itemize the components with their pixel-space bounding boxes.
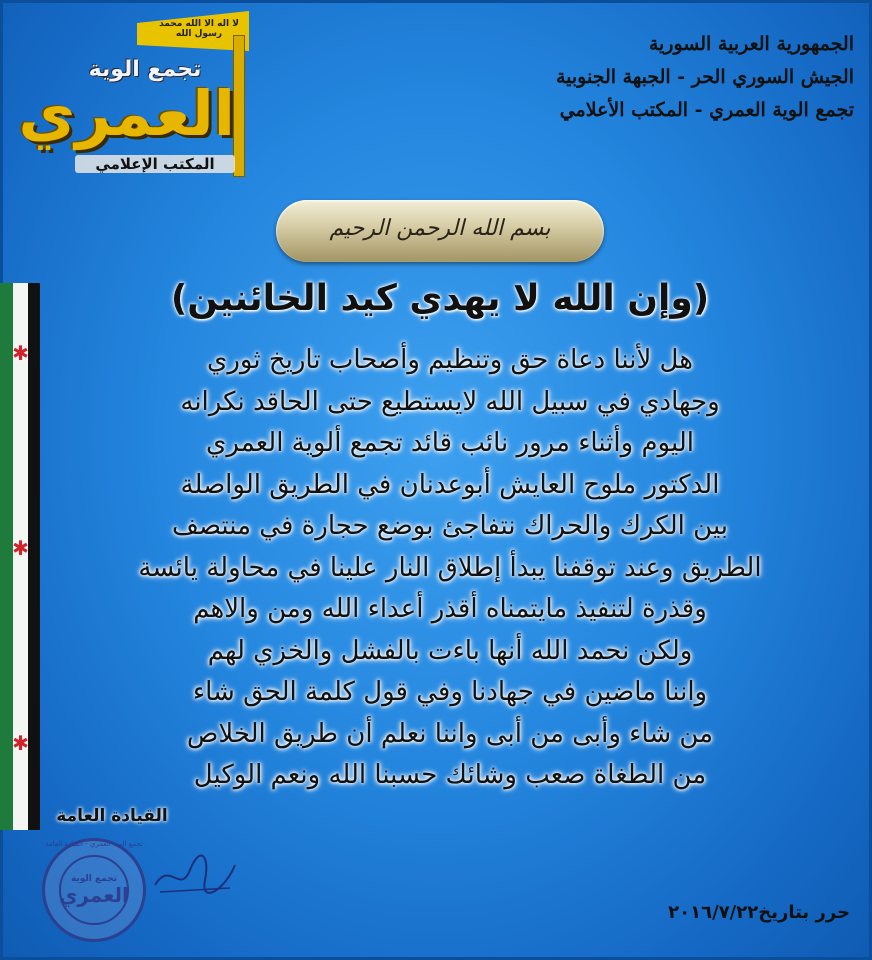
star-icon: ✱ — [12, 536, 29, 560]
basmala-text: بسم الله الرحمن الرحيم — [329, 216, 551, 241]
logo-banner-text: لا اله الا الله محمد رسول الله — [159, 19, 239, 39]
body-line: من الطغاة صعب وشائك حسبنا الله ونعم الوكيل — [193, 760, 707, 790]
signatory: القيادة العامة — [56, 806, 168, 826]
stamp-main-text: العمري — [59, 883, 129, 907]
handwritten-signature-icon — [150, 850, 240, 900]
body-line: من شاء وأبى من أبى واننا نعلم أن طريق الخلاص — [186, 718, 714, 749]
revolution-flag — [0, 283, 40, 830]
quran-verse: (وإن الله لا يهدي كيد الخائنين) — [170, 278, 710, 319]
statement-body — [70, 340, 830, 797]
logo-main-text: العمري — [18, 77, 235, 150]
issue-date: حرر بتاريخ٢٠١٦/٧/٢٢ — [668, 902, 850, 923]
body-line: اليوم وأثناء مرور نائب قائد تجمع ألوية العمري — [206, 428, 694, 458]
basmala-banner — [276, 200, 604, 262]
brigade-logo — [18, 5, 257, 185]
header-line-army: الجيش السوري الحر - الجبهة الجنوبية — [555, 66, 854, 88]
official-stamp — [42, 838, 146, 942]
body-line: هل لأننا دعاة حق وتنظيم وأصحاب تاريخ ثوري — [207, 345, 693, 375]
letterhead — [474, 28, 854, 127]
header-line-republic: الجمهورية العربية السورية — [648, 33, 854, 55]
stamp-subtitle: تجمع الوية — [70, 874, 118, 884]
body-line: الطريق وعند توقفنا يبدأ إطلاق النار علينا في محاولة يائسة — [138, 552, 762, 583]
body-line: الدكتور ملوح العايش أبوعدنان في الطريق الواصلة — [180, 469, 720, 500]
flag-green-stripe — [0, 283, 13, 830]
body-line: ولكن نحمد الله أنها باءت بالفشل والخزي لهم — [207, 635, 693, 666]
header-line-office: تجمع الوية العمري - المكتب الأعلامي — [559, 99, 854, 121]
logo-office-text: المكتب الإعلامي — [75, 155, 235, 173]
stamp-center — [59, 855, 129, 925]
body-line: وجهادي في سبيل الله لايستطيع حتى الحاقد نكرانه — [180, 386, 720, 417]
body-line: واننا ماضين في جهادنا وفي قول كلمة الحق شاء — [192, 677, 708, 707]
stamp-ring-text: تجمع الوية العمري - القيادة العامة — [45, 840, 143, 848]
flag-white-stripe — [13, 283, 28, 830]
body-line: وقذرة لتنفيذ مايتمناه أقذر أعداء الله ومن والاهم — [193, 594, 707, 624]
star-icon: ✱ — [12, 731, 29, 755]
star-icon: ✱ — [12, 341, 29, 365]
logo-subtitle: تجمع الوية — [88, 57, 202, 82]
body-line: بين الكرك والحراك نتفاجئ بوضع حجارة في منتصف — [171, 511, 729, 541]
flag-black-stripe — [28, 283, 40, 830]
